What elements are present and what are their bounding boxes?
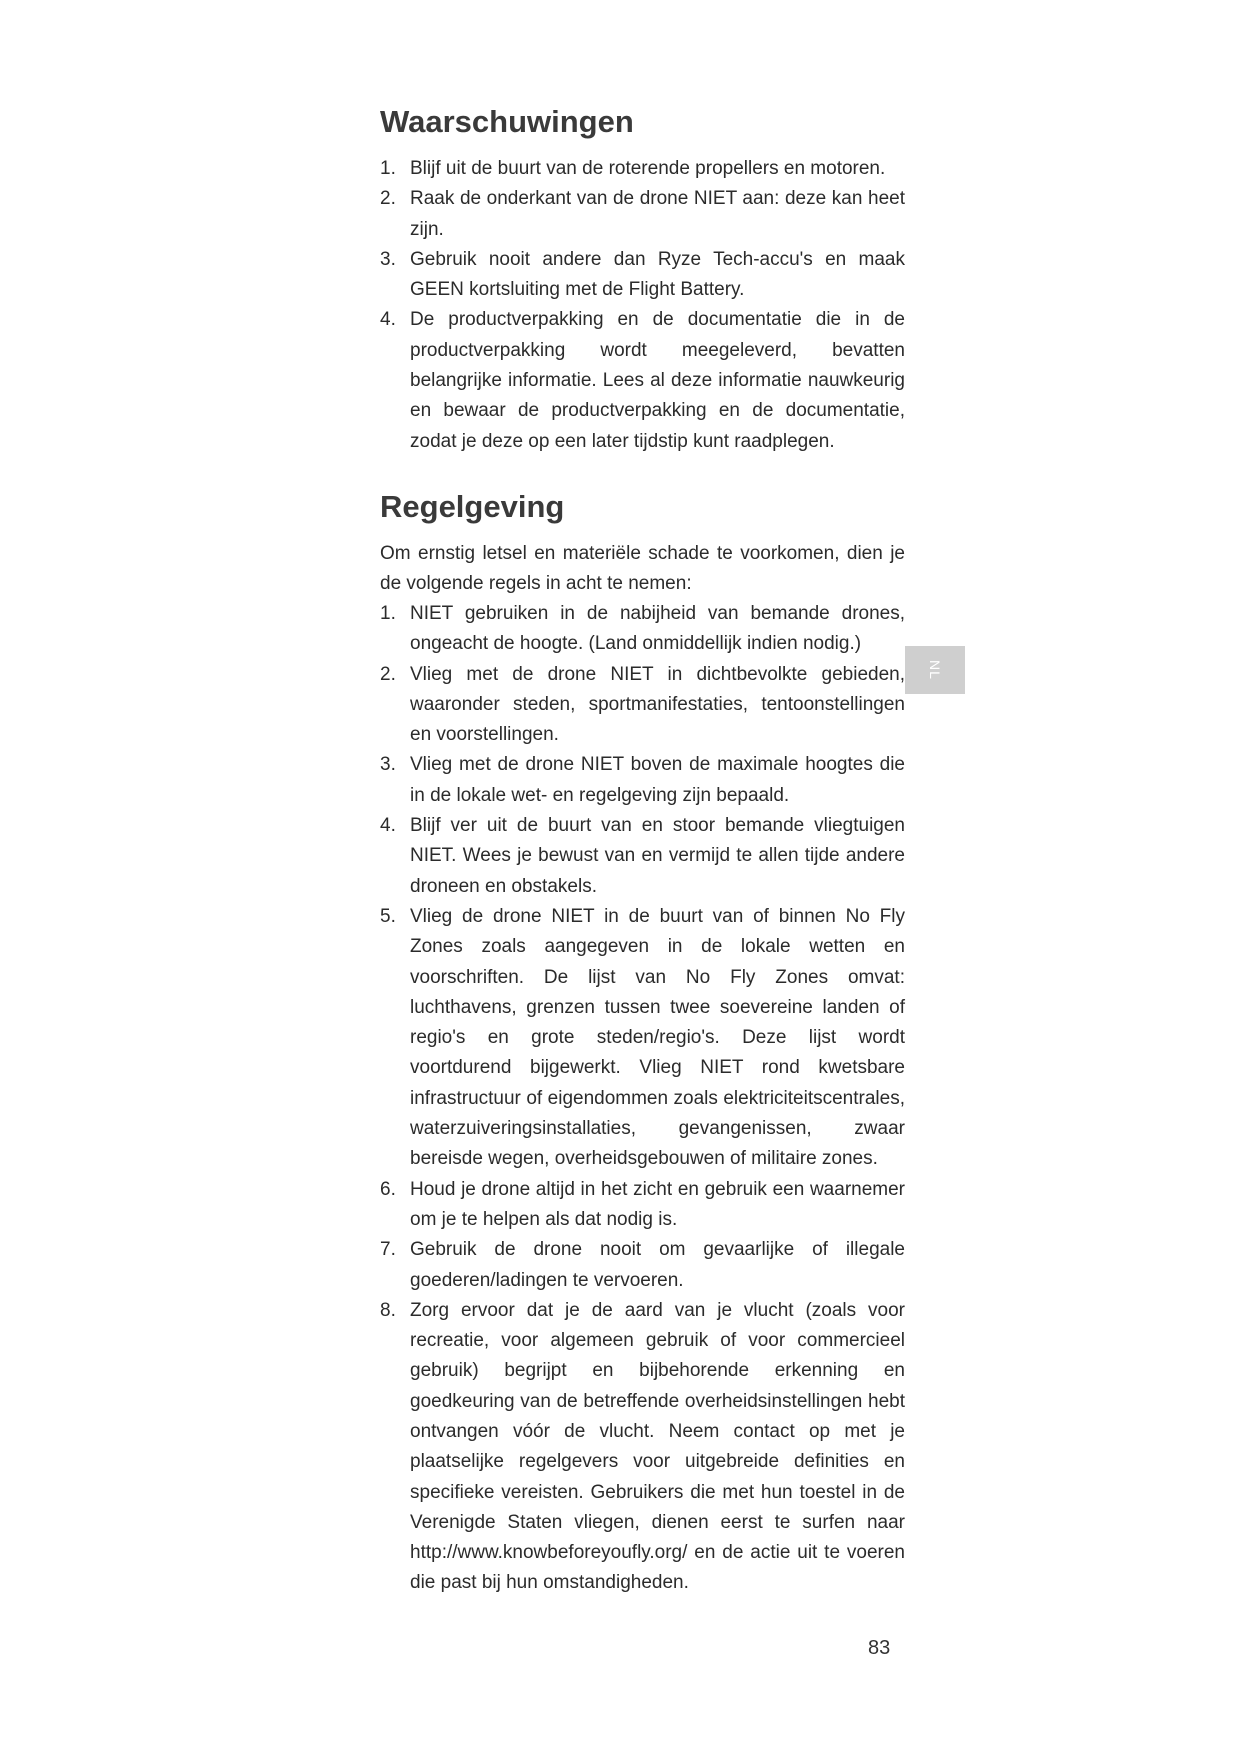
regulations-list xyxy=(380,599,905,1599)
item-text: Vlieg met de drone NIET boven de maximale hoogtes die in de lokale wet- en regelgeving zijn bepaald. xyxy=(410,754,905,806)
regulations-section xyxy=(380,485,905,1599)
item-number: 6. xyxy=(380,1178,396,1200)
regulations-heading: Regelgeving xyxy=(380,488,565,524)
item-number: 3. xyxy=(380,754,396,776)
item-number: 8. xyxy=(380,1299,396,1321)
item-text: Vlieg met de drone NIET in dichtbevolkte gebieden, waaronder steden, sportmanifestaties, tentoonstellingen en voorstellingen. xyxy=(410,663,905,746)
item-number: 2. xyxy=(380,663,396,685)
item-text: Houd je drone altijd in het zicht en gebruik een waarnemer om je te helpen als dat nodig is. xyxy=(410,1178,905,1230)
list-item xyxy=(380,902,905,1175)
list-item xyxy=(380,750,905,811)
page-number: 83 xyxy=(868,1637,891,1659)
item-number: 4. xyxy=(380,309,396,331)
warnings-heading: Waarschuwingen xyxy=(380,104,634,139)
item-text: Blijf uit de buurt van de roterende propellers en motoren. xyxy=(410,158,886,179)
regulations-intro: Om ernstig letsel en materiële schade te voorkomen, dien je de volgende regels in acht te nemen: xyxy=(380,542,905,594)
item-number: 2. xyxy=(380,188,396,210)
list-item xyxy=(380,154,905,184)
language-tab xyxy=(905,646,965,694)
item-text: NIET gebruiken in de nabijheid van bemande drones, ongeacht de hoogte. (Land onmiddellijk indien nodig.) xyxy=(410,602,905,655)
list-item xyxy=(380,184,905,245)
language-tab-label: NL xyxy=(927,660,943,680)
item-text: Zorg ervoor dat je de aard van je vlucht (zoals voor recreatie, voor algemeen gebruik of voor commercieel gebruik) begrijpt en bijbehorende erkenning en goedkeuring van de betreffende overheidsinstellingen hebt ontvangen vóór de vlucht. Neem contact op met je plaatselijke regelgevers voor uitgebreide definities en specifieke vereisten. Gebruikers die met hun toestel in de Verenigde Staten vliegen, dienen eerst te surfen naar http://www.knowbeforeyoufly.org/ en de actie uit te voeren die past bij hun omstandigheden. xyxy=(410,1299,905,1594)
item-number: 5. xyxy=(380,905,396,927)
list-item xyxy=(380,1235,905,1296)
list-item xyxy=(380,1296,905,1599)
item-number: 4. xyxy=(380,815,396,837)
item-number: 1. xyxy=(380,158,396,179)
list-item xyxy=(380,811,905,902)
item-number: 1. xyxy=(380,602,396,624)
list-item xyxy=(380,1175,905,1236)
item-number: 7. xyxy=(380,1239,396,1261)
item-text: De productverpakking en de documentatie die in de productverpakking wordt meegeleverd, bevatten belangrijke informatie. Lees al deze informatie nauwkeurig en bewaar de productverpakking en de documentatie, zodat je deze op een later tijdstip kunt raadplegen. xyxy=(410,309,905,452)
list-item xyxy=(380,660,905,751)
list-item xyxy=(380,599,905,660)
item-text: Gebruik nooit andere dan Ryze Tech-accu's en maak GEEN kortsluiting met de Flight Battery. xyxy=(410,248,905,301)
list-item xyxy=(380,305,905,456)
item-text: Gebruik de drone nooit om gevaarlijke of illegale goederen/ladingen te vervoeren. xyxy=(410,1239,905,1291)
item-text: Vlieg de drone NIET in de buurt van of binnen No Fly Zones zoals aangegeven in de lokale wetten en voorschriften. De lijst van No Fly Zones omvat: luchthavens, grenzen tussen twee soevereine landen of regio's en grote steden/regio's. Deze lijst wordt voortdurend bijgewerkt. Vlieg NIET rond kwetsbare infrastructuur of eigendommen zoals elektriciteitscentrales, waterzuiveringsinstallaties, gevangenissen, zwaar bereisde wegen, overheidsgebouwen of militaire zones. xyxy=(410,905,905,1170)
warnings-list xyxy=(380,154,905,457)
warnings-section xyxy=(380,100,905,457)
item-text: Blijf ver uit de buurt van en stoor bemande vliegtuigen NIET. Wees je bewust van en vermijd te allen tijde andere droneen en obstakels. xyxy=(410,815,905,897)
list-item xyxy=(380,245,905,306)
content-column xyxy=(380,100,905,1627)
item-text: Raak de onderkant van de drone NIET aan: deze kan heet zijn. xyxy=(410,188,905,240)
item-number: 3. xyxy=(380,248,396,270)
